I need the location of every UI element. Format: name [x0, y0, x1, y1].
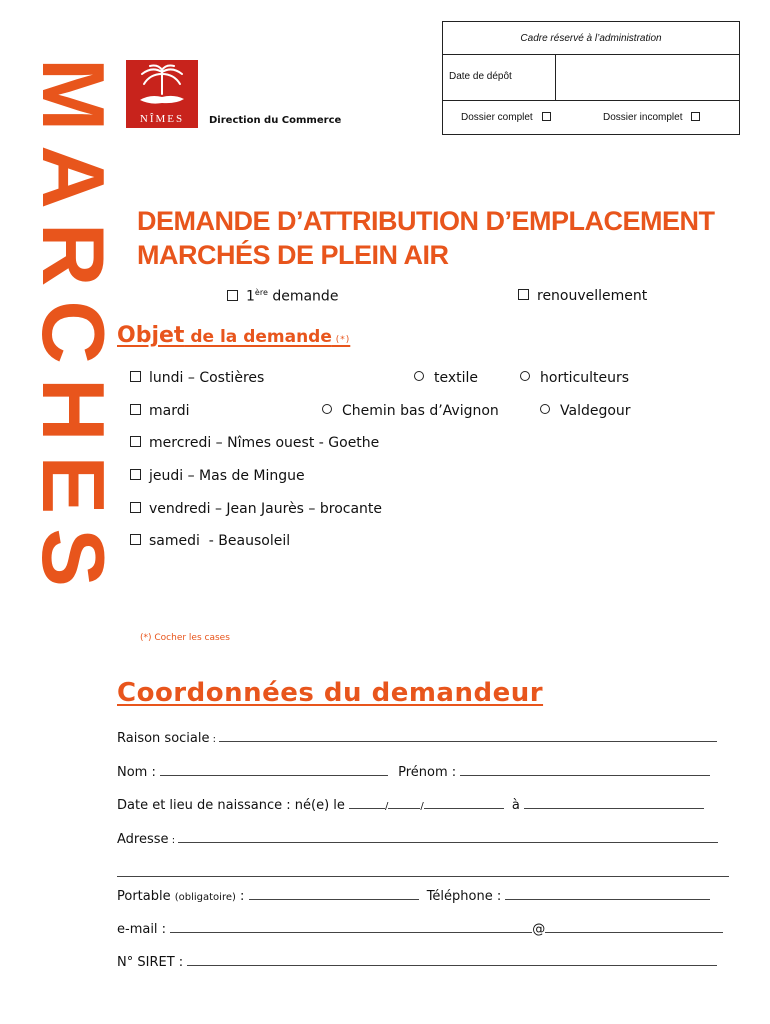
adresse-field[interactable] [178, 832, 718, 843]
adresse-field-line-2[interactable] [117, 866, 729, 877]
coordonnees-section-title: Coordonnées du demandeur [117, 678, 544, 708]
first-request-option[interactable]: 1ère demande [227, 288, 338, 305]
siret-row: N° SIRET : [117, 955, 717, 970]
date-depot-label: Date de dépôt [449, 71, 512, 82]
radio[interactable] [414, 371, 424, 381]
side-title-marches: MARCHES [24, 58, 123, 601]
birth-year-field[interactable] [424, 798, 504, 809]
email-row: e-mail : @ [117, 922, 723, 937]
checkbox[interactable] [130, 502, 141, 513]
market-option-mercredi[interactable]: mercredi – Nîmes ouest - Goethe [130, 435, 379, 451]
raison-sociale-field[interactable] [219, 731, 717, 742]
renewal-checkbox[interactable] [518, 289, 529, 300]
birth-day-field[interactable] [349, 798, 385, 809]
mardi-valdegour-option[interactable]: Valdegour [540, 403, 631, 419]
logo-text: NÎMES [139, 113, 185, 125]
direction-label: Direction du Commerce [209, 115, 342, 126]
nom-prenom-row: Nom : Prénom : [117, 765, 710, 780]
renewal-label: renouvellement [537, 288, 648, 304]
dossier-complet-label: Dossier complet [461, 112, 533, 123]
siret-field[interactable] [187, 955, 717, 966]
adresse-row-2 [117, 866, 729, 881]
naissance-row: Date et lieu de naissance : né(e) le / / à [117, 798, 704, 813]
birth-place-field[interactable] [524, 798, 704, 809]
dossier-incomplet-checkbox[interactable] [691, 112, 700, 121]
title-line-2: MARCHÉS DE PLEIN AIR [137, 240, 449, 270]
renewal-option[interactable] [518, 288, 647, 304]
market-option-samedi[interactable]: samedi - Beausoleil [130, 533, 290, 549]
portable-field[interactable] [249, 889, 419, 900]
email-domain-field[interactable] [545, 922, 723, 933]
prenom-field[interactable] [460, 765, 710, 776]
birth-month-field[interactable] [388, 798, 420, 809]
market-option-lundi[interactable]: lundi – Costières [130, 370, 264, 386]
market-option-mardi[interactable]: mardi [130, 403, 190, 419]
market-option-vendredi[interactable]: vendredi – Jean Jaurès – brocante [130, 501, 382, 517]
objet-section-title: Objet de la demande (*) [117, 323, 351, 348]
checkbox[interactable] [130, 371, 141, 382]
palm-crocodile-icon [136, 64, 188, 110]
dossier-complet-checkbox[interactable] [542, 112, 551, 121]
date-depot-field[interactable] [555, 55, 556, 100]
mardi-chemin-bas-option[interactable]: Chemin bas d’Avignon [322, 403, 499, 419]
first-request-checkbox[interactable] [227, 290, 238, 301]
phone-row: Portable (obligatoire) : Téléphone : [117, 889, 710, 904]
radio[interactable] [520, 371, 530, 381]
page-title [137, 204, 737, 272]
title-line-1: DEMANDE D’ATTRIBUTION D’EMPLACEMENT [137, 206, 715, 236]
adresse-row: Adresse : [117, 832, 718, 847]
nom-field[interactable] [160, 765, 388, 776]
telephone-field[interactable] [505, 889, 710, 900]
checkbox[interactable] [130, 404, 141, 415]
radio[interactable] [322, 404, 332, 414]
market-option-jeudi[interactable]: jeudi – Mas de Mingue [130, 468, 305, 484]
email-user-field[interactable] [170, 922, 532, 933]
admin-header: Cadre réservé à l’administration [443, 22, 739, 55]
admin-box [442, 21, 740, 135]
lundi-textile-option[interactable]: textile [414, 370, 478, 386]
lundi-horticulteurs-option[interactable]: horticulteurs [520, 370, 629, 386]
admin-date-row [443, 55, 739, 101]
footnote: (*) Cocher les cases [140, 633, 230, 643]
nimes-logo [126, 60, 198, 128]
checkbox[interactable] [130, 436, 141, 447]
checkbox[interactable] [130, 469, 141, 480]
dossier-incomplet-label: Dossier incomplet [603, 112, 683, 123]
radio[interactable] [540, 404, 550, 414]
checkbox[interactable] [130, 534, 141, 545]
admin-status-row [443, 101, 739, 135]
raison-sociale-row: Raison sociale : [117, 731, 717, 746]
